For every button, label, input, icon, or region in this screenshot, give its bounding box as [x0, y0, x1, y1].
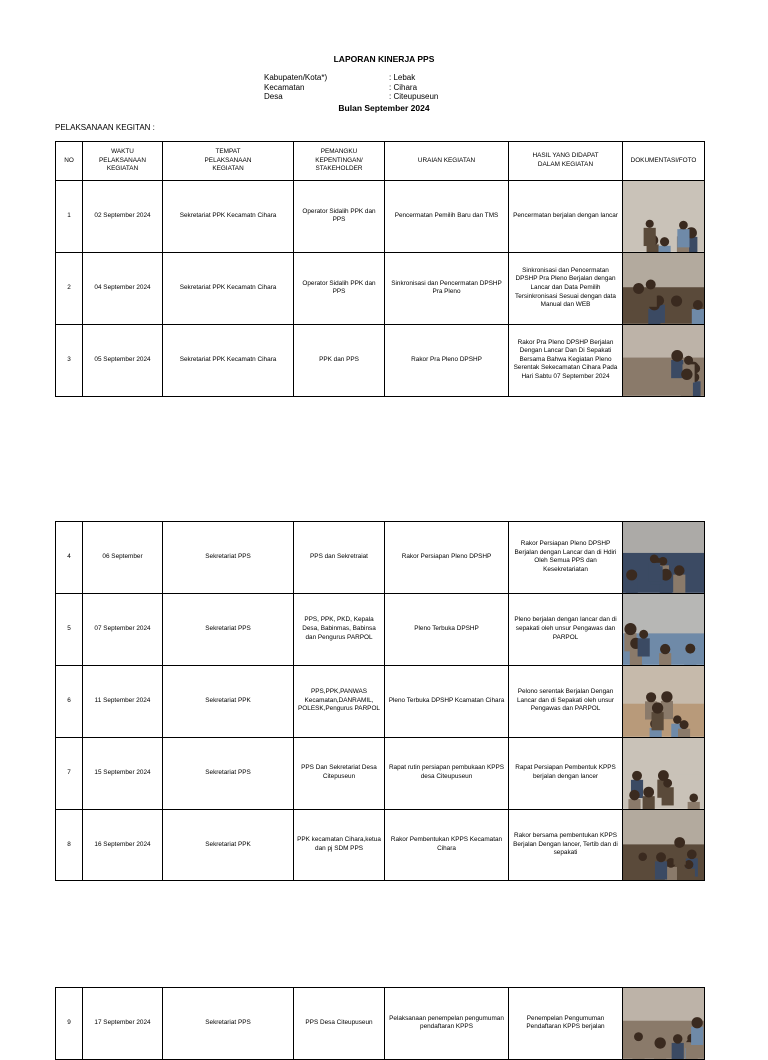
cell-stakeholder: PPS Dan Sekretariat Desa Citepuseun: [294, 737, 385, 809]
cell-no: 7: [56, 737, 83, 809]
header-hasil: HASIL YANG DIDAPAT DALAM KEGIATAN: [509, 142, 623, 181]
cell-place: Sekretariat PPK: [163, 665, 294, 737]
cell-stakeholder: PPK dan PPS: [294, 324, 385, 396]
activity-photo: [623, 325, 704, 396]
header-no: NO: [56, 142, 83, 181]
cell-date: 07 September 2024: [83, 593, 163, 665]
header-waktu: WAKTU PELAKSANAAN KEGIATAN: [83, 142, 163, 181]
cell-no: 1: [56, 181, 83, 253]
table-row: [56, 593, 705, 665]
header-tempat: TEMPAT PELAKSANAAN KEGIATAN: [163, 142, 294, 181]
cell-photo: [623, 324, 705, 396]
table-row: [56, 181, 705, 253]
table-row: [56, 809, 705, 881]
cell-stakeholder: Operator Sidalih PPK dan PPS: [294, 252, 385, 324]
cell-date: 05 September 2024: [83, 324, 163, 396]
cell-result: Pelono serentak Berjalan Dengan Lancar dan di Sepakati oleh unsur Pengawas dan PARPOL: [509, 665, 623, 737]
cell-photo: [623, 181, 705, 253]
activity-photo: [623, 810, 704, 881]
cell-result: Rakor Persiapan Pleno DPSHP Berjalan dengan Lancar dan di Hdiri Oleh Semua PPS dan Kesekretariatan: [509, 522, 623, 594]
cell-no: 9: [56, 988, 83, 1060]
cell-result: Penempelan Pengumuman Pendaftaran KPPS berjalan: [509, 988, 623, 1060]
table-row: [56, 665, 705, 737]
cell-no: 5: [56, 593, 83, 665]
cell-place: Sekretariat PPS: [163, 593, 294, 665]
cell-place: Sekretariat PPS: [163, 737, 294, 809]
cell-place: Sekretariat PPK Kecamatn Cihara: [163, 252, 294, 324]
cell-place: Sekretariat PPK Kecamatn Cihara: [163, 324, 294, 396]
cell-place: Sekretariat PPS: [163, 988, 294, 1060]
meta-row-desa: [264, 92, 438, 102]
meta-label: Desa: [264, 92, 283, 102]
table-row: [56, 737, 705, 809]
cell-result: Pleno berjalan dengan lancar dan di sepakati oleh unsur Pengawas dan PARPOL: [509, 593, 623, 665]
cell-photo: [623, 737, 705, 809]
activity-table: [55, 141, 705, 397]
cell-date: 11 September 2024: [83, 665, 163, 737]
cell-activity: Pleno Terbuka DPSHP: [385, 593, 509, 665]
cell-activity: Pelaksanaan penempelan pengumuman pendaftaran KPPS: [385, 988, 509, 1060]
cell-result: Pencermatan berjalan dengan lancar: [509, 181, 623, 253]
meta-row-kabupaten: [264, 73, 438, 83]
cell-no: 2: [56, 252, 83, 324]
activity-photo: [623, 738, 704, 809]
meta-row-kecamatan: [264, 83, 438, 93]
cell-activity: Rapat rutin persiapan pembukaan KPPS desa Citeupuseun: [385, 737, 509, 809]
activity-photo: [623, 988, 704, 1059]
activity-photo: [623, 666, 704, 737]
cell-result: Rapat Persiapan Pembentuk KPPS berjalan dengan lancer: [509, 737, 623, 809]
header-pemangku: PEMANGKU KEPENTINGAN/ STAKEHOLDER: [294, 142, 385, 181]
cell-activity: Pleno Terbuka DPSHP Kcamatan Cihara: [385, 665, 509, 737]
cell-activity: Pencermatan Pemilih Baru dan TMS: [385, 181, 509, 253]
cell-result: Rakor Pra Pleno DPSHP Berjalan Dengan Lancar Dan Di Sepakati Bersama Bahwa Kegiatan Pleno Serentak Sekecamatan Cihara Pada Hari Sabtu 07 September 2024: [509, 324, 623, 396]
activity-photo: [623, 181, 704, 252]
report-month: Bulan September 2024: [338, 103, 430, 113]
cell-stakeholder: PPS dan Sekretraiat: [294, 522, 385, 594]
meta-value: : Lebak: [389, 73, 416, 82]
meta-label: Kabupaten/Kota*): [264, 73, 328, 82]
cell-photo: [623, 665, 705, 737]
cell-stakeholder: PPK kecamatan Cihara,ketua dan pj SDM PPS: [294, 809, 385, 881]
cell-date: 04 September 2024: [83, 252, 163, 324]
cell-stakeholder: PPS,PPK,PANWAS Kecamatan,DANRAMIL, POLESK,Pengurus PARPOL: [294, 665, 385, 737]
meta-value: : Cihara: [389, 82, 418, 92]
meta-value: : Citeupuseun: [389, 92, 439, 102]
report-title: LAPORAN KINERJA PPS: [333, 54, 435, 64]
cell-result: Sinkronisasi dan Pencermatan DPSHP Pra Pleno Berjalan dengan Lancar dan Data Pemilih Tersinkronisasi Sesuai dengan data Manual dan WEB: [509, 252, 623, 324]
table-header-row: [56, 142, 705, 181]
header-uraian: URAIAN KEGIATAN: [385, 142, 509, 181]
cell-date: 02 September 2024: [83, 181, 163, 253]
cell-date: 06 September: [83, 522, 163, 594]
cell-no: 3: [56, 324, 83, 396]
cell-photo: [623, 988, 705, 1060]
cell-date: 15 September 2024: [83, 737, 163, 809]
cell-photo: [623, 252, 705, 324]
section-heading: PELAKSANAAN KEGITAN :: [55, 123, 155, 132]
cell-activity: Rakor Pra Pleno DPSHP: [385, 324, 509, 396]
cell-stakeholder: PPS Desa Citeupuseun: [294, 988, 385, 1060]
cell-photo: [623, 809, 705, 881]
cell-no: 6: [56, 665, 83, 737]
activity-table: [55, 987, 705, 1060]
cell-activity: Sinkronisasi dan Pencermatan DPSHP Pra Pleno: [385, 252, 509, 324]
table-row: [56, 522, 705, 594]
cell-stakeholder: Operator Sidalih PPK dan PPS: [294, 181, 385, 253]
table-row: [56, 324, 705, 396]
cell-photo: [623, 522, 705, 594]
cell-place: Sekretariat PPK Kecamatn Cihara: [163, 181, 294, 253]
report-meta: [264, 73, 438, 102]
cell-result: Rakor bersama pembentukan KPPS Berjalan Dengan lancer, Tertib dan di sepakati: [509, 809, 623, 881]
cell-no: 4: [56, 522, 83, 594]
cell-date: 16 September 2024: [83, 809, 163, 881]
activity-photo: [623, 253, 704, 324]
activity-photo: [623, 522, 704, 593]
cell-place: Sekretariat PPS: [163, 522, 294, 594]
cell-no: 8: [56, 809, 83, 881]
header-dokumentasi: DOKUMENTASI/FOTO: [623, 142, 705, 181]
activity-photo: [623, 594, 704, 665]
meta-label: Kecamatan: [264, 82, 305, 92]
cell-photo: [623, 593, 705, 665]
cell-date: 17 September 2024: [83, 988, 163, 1060]
cell-place: Sekretariat PPK: [163, 809, 294, 881]
table-row: [56, 988, 705, 1060]
cell-activity: Rakor Pembentukan KPPS Kecamatan Cihara: [385, 809, 509, 881]
cell-stakeholder: PPS, PPK, PKD, Kepala Desa, Babinmas, Babinsa dan Pengurus PARPOL: [294, 593, 385, 665]
table-row: [56, 252, 705, 324]
activity-table: [55, 521, 705, 881]
cell-activity: Rakor Persiapan Pleno DPSHP: [385, 522, 509, 594]
